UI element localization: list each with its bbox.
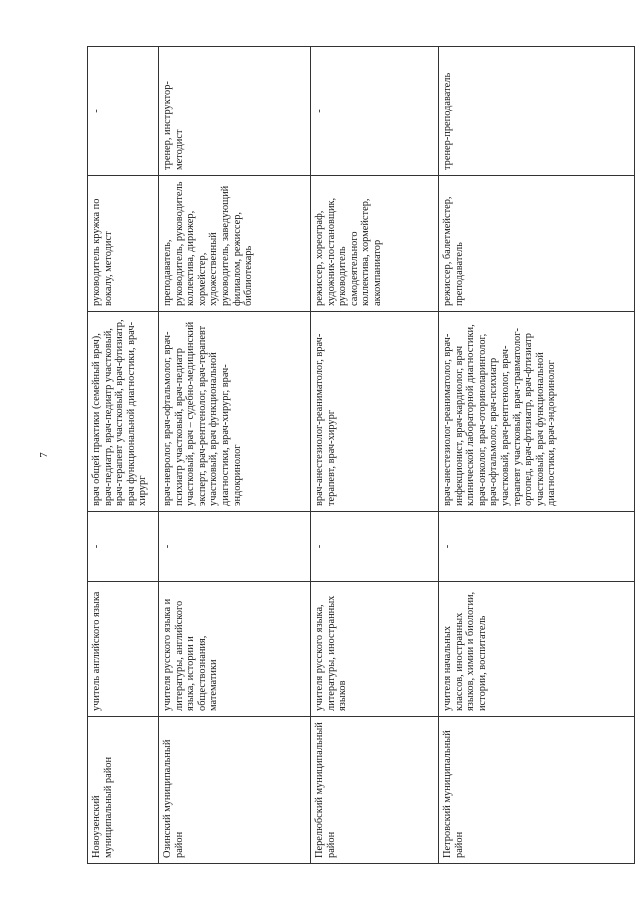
table-row bbox=[88, 47, 159, 864]
empty-cell: - bbox=[159, 512, 311, 582]
sport-cell: тренер-преподаватель bbox=[439, 47, 635, 176]
empty-cell: - bbox=[439, 512, 635, 582]
district-cell: Новоузенский муниципальный район bbox=[88, 717, 159, 864]
culture-cell: руководитель кружка по вокалу, методист bbox=[88, 176, 159, 312]
sport-cell: тренер, инструктор-методист bbox=[159, 47, 311, 176]
rotated-table-container bbox=[87, 47, 634, 864]
sport-cell: - bbox=[88, 47, 159, 176]
teachers-cell: учителя русского языка, литературы, иностранных языков bbox=[311, 582, 439, 717]
table-row bbox=[311, 47, 439, 864]
empty-cell: - bbox=[88, 512, 159, 582]
culture-cell: преподаватель, руководитель, руководитель коллектива, дирижер, хормейстер, художественный руководитель, заведующий филиалом, режиссер, библиотекарь bbox=[159, 176, 311, 312]
teachers-cell: учителя русского языка и литературы, английского языка, истории и обществознания, математики bbox=[159, 582, 311, 717]
district-cell: Перелюбский муниципальный район bbox=[311, 717, 439, 864]
table-row bbox=[159, 47, 311, 864]
staffing-table bbox=[87, 46, 635, 864]
sport-cell: - bbox=[311, 47, 439, 176]
culture-cell: режиссер, балетмейстер, преподаватель bbox=[439, 176, 635, 312]
table-row bbox=[439, 47, 635, 864]
doctors-cell: врач-анестезиолог-реаниматолог, врач-инфекционист, врач-кардиолог, врач клинической лабораторной диагностики, врач-онколог, врач-оториноларинголог, врач-офтальмолог, врач-психиатр участковый, врач-рентгенолог, врач-терапевт участковый, врач-травматолог-ортопед, врач-фтизиатр, врач-фтизиатр участковый, врач функциональной диагностики, врач-эндокринолог bbox=[439, 312, 635, 512]
empty-cell: - bbox=[311, 512, 439, 582]
teachers-cell: учителя начальных классов, иностранных языков, химии и биологии, истории, воспитатель bbox=[439, 582, 635, 717]
district-cell: Озинский муниципальный район bbox=[159, 717, 311, 864]
teachers-cell: учитель английского языка bbox=[88, 582, 159, 717]
doctors-cell: врач-невролог, врач-офтальмолог, врач-психиатр участковый, врач-педиатр участковый, врач – судебно-медицинский эксперт, врач-рентгенолог, врач-терапевт участковый, врач функциональной диагностики, врач-хирург, врач-эндокринолог bbox=[159, 312, 311, 512]
page-number: 7 bbox=[38, 452, 50, 458]
doctors-cell: врач-анестезиолог-реаниматолог, врач-терапевт, врач-хирург bbox=[311, 312, 439, 512]
district-cell: Петровский муниципальный район bbox=[439, 717, 635, 864]
culture-cell: режиссер, хореограф, художник-постановщик, руководитель самодеятельного коллектива, хормейстер, аккомпаниатор bbox=[311, 176, 439, 312]
doctors-cell: врач общей практики (семейный врач), врач-педиатр, врач-педиатр участковый, врач-терапевт участковый, врач-фтизиатр, врач функциональной диагностики, врач-хирург bbox=[88, 312, 159, 512]
